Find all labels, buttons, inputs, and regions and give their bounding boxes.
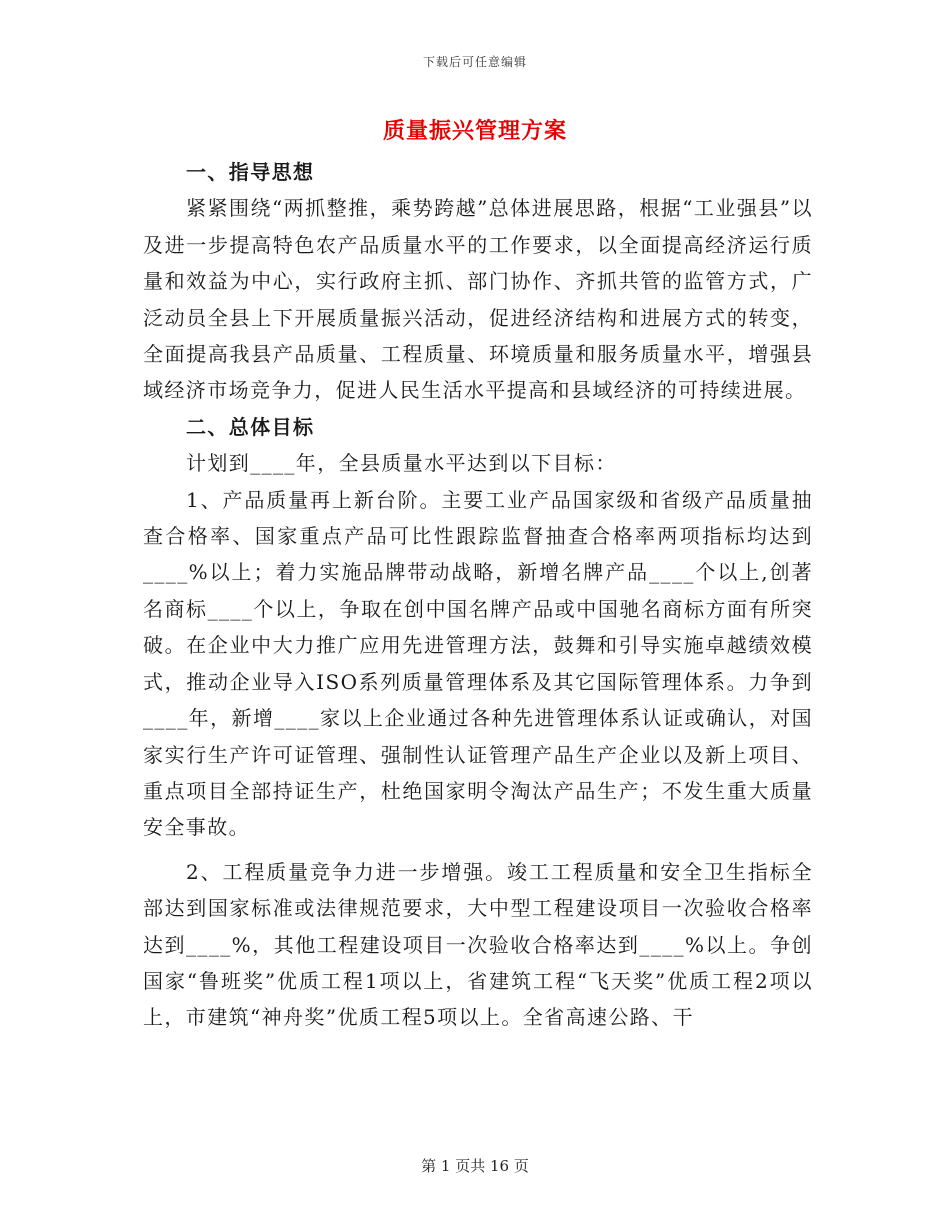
paragraph-guiding-ideology: 紧紧围绕“两抓整推，乘势跨越”总体进展思路，根据“工业强县”以及进一步提高特色农产品质量水平的工作要求，以全面提高经济运行质量和效益为中心，实行政府主抓、部门协作、齐抓共管的监管方式，广泛动员全县上下开展质量振兴活动，促进经济结构和进展方式的转变，全面提高我县产品质量、工程质量、环境质量和服务质量水平，增强县域经济市场竞争力，促进人民生活水平提高和县域经济的可持续进展。 <box>143 196 813 403</box>
paragraph-goals-intro: 计划到____年，全县质量水平达到以下目标： <box>186 451 617 476</box>
document-title: 质量振兴管理方案 <box>382 118 567 144</box>
section-heading-guiding-ideology: 一、指导思想 <box>186 160 315 184</box>
page-header-note: 下载后可任意编辑 <box>422 55 527 69</box>
section-heading-overall-goals: 二、总体目标 <box>186 414 315 439</box>
paragraph-engineering-quality: 2、工程质量竞争力进一步增强。竣工工程质量和安全卫生指标全部达到国家标准或法律规范要求，大中型工程建设项目一次验收合格率达到____%，其他工程建设项目一次验收合格率达到____%以上。争创国家“鲁班奖”优质工程1项以上，省建筑工程“飞天奖”优质工程2项以上，市建筑“神舟奖”优质工程5项以上。全省高速公路、干 <box>143 859 813 1030</box>
document-body <box>143 154 813 1036</box>
page-number-footer: 第 1 页共 16 页 <box>421 1157 529 1175</box>
paragraph-product-quality: 1、产品质量再上新台阶。主要工业产品国家级和省级产品质量抽查合格率、国家重点产品可比性跟踪监督抽查合格率两项指标均达到____%以上；着力实施品牌带动战略，新增名牌产品____个以上,创著名商标____个以上，争取在创中国名牌产品或中国驰名商标方面有所突破。在企业中大力推广应用先进管理方法，鼓舞和引导实施卓越绩效模式，推动企业导入ISO系列质量管理体系及其它国际管理体系。力争到____年，新增____家以上企业通过各种先进管理体系认证或确认，对国家实行生产许可证管理、强制性认证管理产品生产企业以及新上项目、重点项目全部持证生产，杜绝国家明令淘汰产品生产；不发生重大质量安全事故。 <box>143 487 813 840</box>
